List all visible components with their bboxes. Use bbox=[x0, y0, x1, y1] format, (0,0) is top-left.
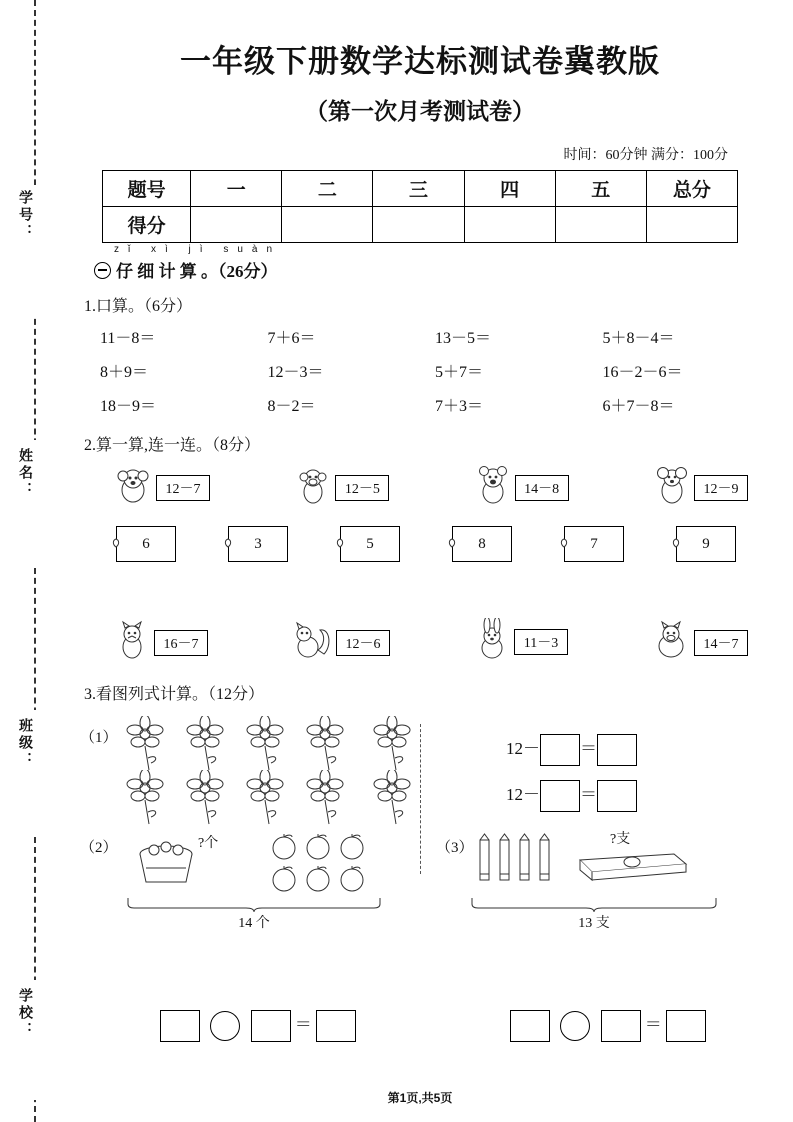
rabbit-icon bbox=[472, 618, 512, 665]
equation-prefix: 12－ bbox=[506, 785, 540, 804]
match-number: 9 bbox=[702, 535, 710, 552]
equals-sign: ＝ bbox=[580, 785, 597, 804]
oral-item[interactable]: 8－2＝ bbox=[267, 398, 316, 415]
bear-icon bbox=[473, 465, 513, 510]
basket-question-label: ?个 bbox=[198, 836, 219, 851]
match-item-cat[interactable] bbox=[112, 620, 208, 665]
q3-sub1-label: （1） bbox=[80, 730, 118, 746]
squirrel-icon bbox=[290, 620, 334, 665]
q3-equation-2[interactable] bbox=[506, 780, 637, 812]
score-header-label: 题号 bbox=[103, 171, 191, 207]
section-one-heading bbox=[70, 244, 770, 282]
section-one-points: （26分） bbox=[218, 262, 278, 281]
exam-sheet bbox=[70, 0, 770, 1122]
score-header-1: 一 bbox=[191, 171, 282, 207]
match-number-box[interactable] bbox=[564, 526, 624, 562]
q3-answer-row-left[interactable] bbox=[160, 1010, 356, 1042]
question-2-label: 2. bbox=[84, 437, 96, 454]
match-bottom-row bbox=[70, 618, 770, 665]
match-number: 5 bbox=[366, 535, 374, 552]
score-cell-3[interactable] bbox=[373, 207, 464, 243]
match-tag: 12－9 bbox=[694, 475, 748, 501]
q3-answer-row-right[interactable] bbox=[510, 1010, 706, 1042]
answer-box[interactable] bbox=[601, 1010, 641, 1042]
question-3-text bbox=[70, 681, 770, 704]
oral-item[interactable]: 16－2－6＝ bbox=[602, 364, 683, 381]
page-footer: 第1页,共5页 bbox=[387, 1091, 453, 1105]
operator-circle[interactable] bbox=[560, 1011, 590, 1041]
section-one-title: 仔 细 计 算 。 bbox=[116, 262, 218, 281]
table-row bbox=[103, 207, 738, 243]
answer-box[interactable] bbox=[540, 780, 580, 812]
side-label-name: 姓名： bbox=[17, 448, 32, 499]
apple-group bbox=[266, 832, 376, 903]
answer-box[interactable] bbox=[540, 734, 580, 766]
answer-box[interactable] bbox=[597, 734, 637, 766]
score-header-2: 二 bbox=[282, 171, 373, 207]
score-header-5: 五 bbox=[555, 171, 646, 207]
oral-item[interactable]: 7＋3＝ bbox=[435, 398, 484, 415]
oral-item[interactable]: 18－9＝ bbox=[100, 398, 157, 415]
oral-calc-grid bbox=[70, 325, 770, 416]
answer-box[interactable] bbox=[251, 1010, 291, 1042]
score-cell-total[interactable] bbox=[646, 207, 737, 243]
match-item-pig[interactable] bbox=[650, 620, 748, 665]
side-label-class: 班级： bbox=[17, 718, 32, 769]
score-table bbox=[102, 170, 738, 243]
equals-sign: ＝ bbox=[294, 1015, 312, 1034]
equals-sign: ＝ bbox=[580, 739, 597, 758]
circle-one-icon bbox=[94, 262, 111, 279]
score-cell-5[interactable] bbox=[555, 207, 646, 243]
q3-sub3-label: （3） bbox=[436, 840, 474, 856]
page-subtitle: （第一次月考测试卷） bbox=[305, 99, 535, 124]
match-number-box[interactable] bbox=[452, 526, 512, 562]
question-3-label: 3. bbox=[84, 686, 96, 703]
pencil-group-icon bbox=[476, 832, 566, 893]
match-number-box[interactable] bbox=[676, 526, 736, 562]
score-row-label: 得分 bbox=[103, 207, 191, 243]
answer-box[interactable] bbox=[510, 1010, 550, 1042]
question-3-figures bbox=[70, 712, 770, 944]
score-header-4: 四 bbox=[464, 171, 555, 207]
score-cell-4[interactable] bbox=[464, 207, 555, 243]
question-3-body: 看图列式计算。（12分） bbox=[96, 686, 265, 703]
match-tag: 14－7 bbox=[694, 630, 748, 656]
oral-item[interactable]: 11－8＝ bbox=[100, 330, 156, 347]
oral-item[interactable]: 13－5＝ bbox=[435, 330, 492, 347]
question-1-body: 口算。（6分） bbox=[96, 298, 193, 315]
question-2-text bbox=[70, 432, 770, 455]
q3-sub2-label: （2） bbox=[80, 840, 118, 856]
score-header-3: 三 bbox=[373, 171, 464, 207]
leaf-icon bbox=[111, 536, 121, 553]
section-one-pinyin: zǐ xì jì suàn bbox=[114, 244, 282, 255]
oral-item[interactable]: 7＋6＝ bbox=[267, 330, 316, 347]
equals-sign: ＝ bbox=[644, 1015, 662, 1034]
score-header-total: 总分 bbox=[646, 171, 737, 207]
match-item-rabbit[interactable] bbox=[472, 618, 568, 665]
basket-icon bbox=[126, 834, 206, 893]
oral-item[interactable]: 12－3＝ bbox=[267, 364, 324, 381]
match-number: 3 bbox=[254, 535, 262, 552]
koala-icon bbox=[112, 465, 154, 510]
match-item-mouse[interactable] bbox=[652, 465, 748, 510]
match-item-koala[interactable] bbox=[112, 465, 210, 510]
match-number-box[interactable] bbox=[340, 526, 400, 562]
equation-prefix: 12－ bbox=[506, 739, 540, 758]
q3-equation-1[interactable] bbox=[506, 734, 637, 766]
leaf-icon bbox=[335, 536, 345, 553]
match-tag: 12－7 bbox=[156, 475, 210, 501]
flower-group-row1 bbox=[118, 716, 418, 777]
pencil-total-label: 13 支 bbox=[578, 916, 610, 931]
answer-box[interactable] bbox=[666, 1010, 706, 1042]
score-cell-2[interactable] bbox=[282, 207, 373, 243]
page-title: 一年级下册数学达标测试卷冀教版 bbox=[180, 44, 660, 79]
exam-info: 时间：60分钟 满分：100分 bbox=[563, 148, 728, 163]
side-label-school: 学校： bbox=[17, 988, 32, 1039]
match-number-box[interactable] bbox=[116, 526, 176, 562]
match-tag: 11－3 bbox=[514, 629, 568, 655]
apple-total-label: 14 个 bbox=[238, 916, 270, 931]
match-number: 8 bbox=[478, 535, 486, 552]
leaf-icon bbox=[223, 536, 233, 553]
question-2-body: 算一算,连一连。（8分） bbox=[96, 437, 261, 454]
match-middle-row bbox=[70, 526, 770, 562]
match-tag: 12－6 bbox=[336, 630, 390, 656]
match-number-box[interactable] bbox=[228, 526, 288, 562]
match-item-bear[interactable] bbox=[473, 465, 569, 510]
match-number: 7 bbox=[590, 535, 598, 552]
mouse-icon bbox=[652, 465, 692, 510]
table-row bbox=[103, 171, 738, 207]
pencilbox-question-label: ?支 bbox=[610, 832, 631, 847]
match-tag: 16－7 bbox=[154, 630, 208, 656]
match-item-monkey[interactable] bbox=[293, 465, 389, 510]
oral-item[interactable]: 8＋9＝ bbox=[100, 364, 149, 381]
pig-icon bbox=[650, 620, 692, 665]
question-1-text bbox=[70, 293, 770, 316]
pencil-box-icon bbox=[570, 844, 690, 891]
cat-icon bbox=[112, 620, 152, 665]
score-cell-1[interactable] bbox=[191, 207, 282, 243]
match-number: 6 bbox=[142, 535, 150, 552]
oral-item[interactable]: 5＋8－4＝ bbox=[602, 330, 675, 347]
match-top-row bbox=[70, 465, 770, 510]
flower-group-row2 bbox=[118, 770, 418, 831]
oral-item[interactable]: 5＋7＝ bbox=[435, 364, 484, 381]
question-1-label: 1. bbox=[84, 298, 96, 315]
match-tag: 14－8 bbox=[515, 475, 569, 501]
leaf-icon bbox=[559, 536, 569, 553]
leaf-icon bbox=[671, 536, 681, 553]
match-tag: 12－5 bbox=[335, 475, 389, 501]
leaf-icon bbox=[447, 536, 457, 553]
answer-box[interactable] bbox=[160, 1010, 200, 1042]
operator-circle[interactable] bbox=[210, 1011, 240, 1041]
match-item-squirrel[interactable] bbox=[290, 620, 390, 665]
answer-box[interactable] bbox=[597, 780, 637, 812]
oral-item[interactable]: 6＋7－8＝ bbox=[602, 398, 675, 415]
side-label-student-id: 学号： bbox=[17, 190, 32, 241]
answer-box[interactable] bbox=[316, 1010, 356, 1042]
figure-divider bbox=[420, 724, 421, 874]
monkey-icon bbox=[293, 465, 333, 510]
